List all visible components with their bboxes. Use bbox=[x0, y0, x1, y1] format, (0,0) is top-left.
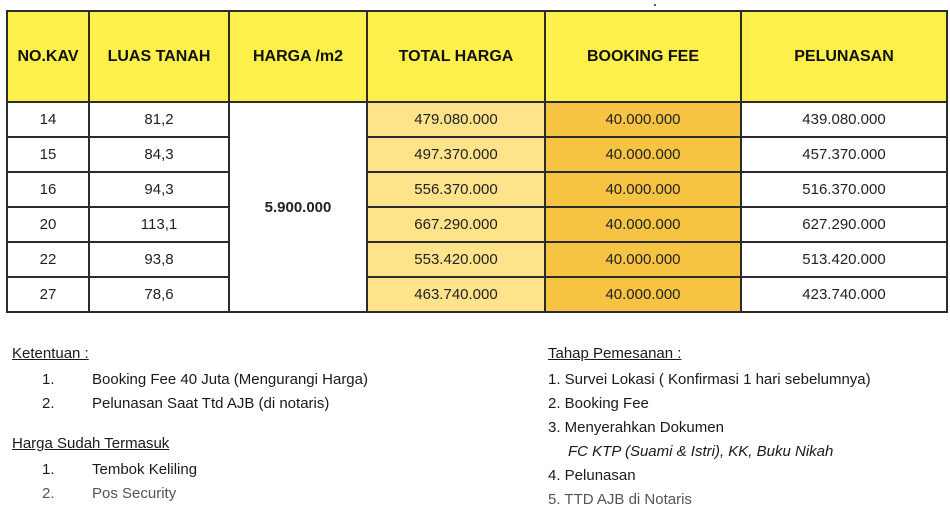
list-item bbox=[12, 481, 512, 505]
list-item: 5. TTD AJB di Notaris bbox=[548, 490, 692, 508]
cell-pelunasan: 513.420.000 bbox=[741, 242, 947, 277]
price-table bbox=[6, 10, 948, 313]
termasuk-title: Harga Sudah Termasuk bbox=[12, 435, 170, 452]
item-text: Pelunasan Saat Ttd AJB (di notaris) bbox=[92, 394, 330, 412]
list-item bbox=[12, 457, 512, 481]
header-luas-tanah: LUAS TANAH bbox=[89, 11, 229, 102]
cell-pelunasan: 627.290.000 bbox=[741, 207, 947, 242]
item-text: Booking Fee 40 Juta (Mengurangi Harga) bbox=[92, 370, 368, 388]
cell-luas: 78,6 bbox=[89, 277, 229, 312]
cell-fee: 40.000.000 bbox=[545, 277, 741, 312]
item-text: Tembok Keliling bbox=[92, 460, 198, 478]
cell-kav: 22 bbox=[7, 242, 89, 277]
cell-luas: 93,8 bbox=[89, 242, 229, 277]
cell-fee: 40.000.000 bbox=[545, 172, 741, 207]
list-item-detail: FC KTP (Suami & Istri), KK, Buku Nikah bbox=[568, 442, 834, 460]
list-item bbox=[12, 391, 512, 415]
cell-total: 667.290.000 bbox=[367, 207, 545, 242]
table-row bbox=[7, 172, 947, 207]
table-row bbox=[7, 242, 947, 277]
cell-fee: 40.000.000 bbox=[545, 242, 741, 277]
table-row bbox=[7, 277, 947, 312]
header-pelunasan: PELUNASAN bbox=[741, 11, 947, 102]
item-number: 1. bbox=[42, 370, 55, 388]
cell-luas: 113,1 bbox=[89, 207, 229, 242]
speck bbox=[654, 4, 656, 6]
cell-pelunasan: 516.370.000 bbox=[741, 172, 947, 207]
cell-luas: 84,3 bbox=[89, 137, 229, 172]
list-item: 1. Survei Lokasi ( Konfirmasi 1 hari sebelumnya) bbox=[548, 370, 871, 388]
cell-kav: 15 bbox=[7, 137, 89, 172]
table-row bbox=[7, 137, 947, 172]
cell-total: 479.080.000 bbox=[367, 102, 545, 137]
header-booking-fee: BOOKING FEE bbox=[545, 11, 741, 102]
item-text: Pos Security bbox=[92, 484, 177, 502]
terms-section bbox=[12, 345, 512, 505]
cell-harga-per-m2: 5.900.000 bbox=[229, 102, 367, 312]
list-item: 4. Pelunasan bbox=[548, 466, 636, 484]
cell-fee: 40.000.000 bbox=[545, 102, 741, 137]
cell-total: 556.370.000 bbox=[367, 172, 545, 207]
header-total-harga: TOTAL HARGA bbox=[367, 11, 545, 102]
cell-pelunasan: 423.740.000 bbox=[741, 277, 947, 312]
cell-fee: 40.000.000 bbox=[545, 207, 741, 242]
header-harga-m2: HARGA /m2 bbox=[229, 11, 367, 102]
item-number: 1. bbox=[42, 460, 55, 478]
cell-luas: 81,2 bbox=[89, 102, 229, 137]
cell-kav: 16 bbox=[7, 172, 89, 207]
tahap-title: Tahap Pemesanan : bbox=[548, 345, 682, 362]
cell-fee: 40.000.000 bbox=[545, 137, 741, 172]
table-header-row bbox=[7, 11, 947, 102]
item-number: 2. bbox=[42, 394, 55, 412]
booking-steps-section bbox=[548, 345, 948, 511]
cell-total: 497.370.000 bbox=[367, 137, 545, 172]
cell-total: 553.420.000 bbox=[367, 242, 545, 277]
cell-pelunasan: 457.370.000 bbox=[741, 137, 947, 172]
cell-kav: 27 bbox=[7, 277, 89, 312]
ketentuan-title: Ketentuan : bbox=[12, 345, 89, 362]
header-no-kav: NO.KAV bbox=[7, 11, 89, 102]
cell-kav: 20 bbox=[7, 207, 89, 242]
table-row bbox=[7, 207, 947, 242]
cell-total: 463.740.000 bbox=[367, 277, 545, 312]
table-row bbox=[7, 102, 947, 137]
cell-luas: 94,3 bbox=[89, 172, 229, 207]
list-item: 2. Booking Fee bbox=[548, 394, 649, 412]
list-item bbox=[12, 367, 512, 391]
cell-pelunasan: 439.080.000 bbox=[741, 102, 947, 137]
list-item: 3. Menyerahkan Dokumen bbox=[548, 418, 724, 436]
cell-kav: 14 bbox=[7, 102, 89, 137]
item-number: 2. bbox=[42, 484, 55, 502]
